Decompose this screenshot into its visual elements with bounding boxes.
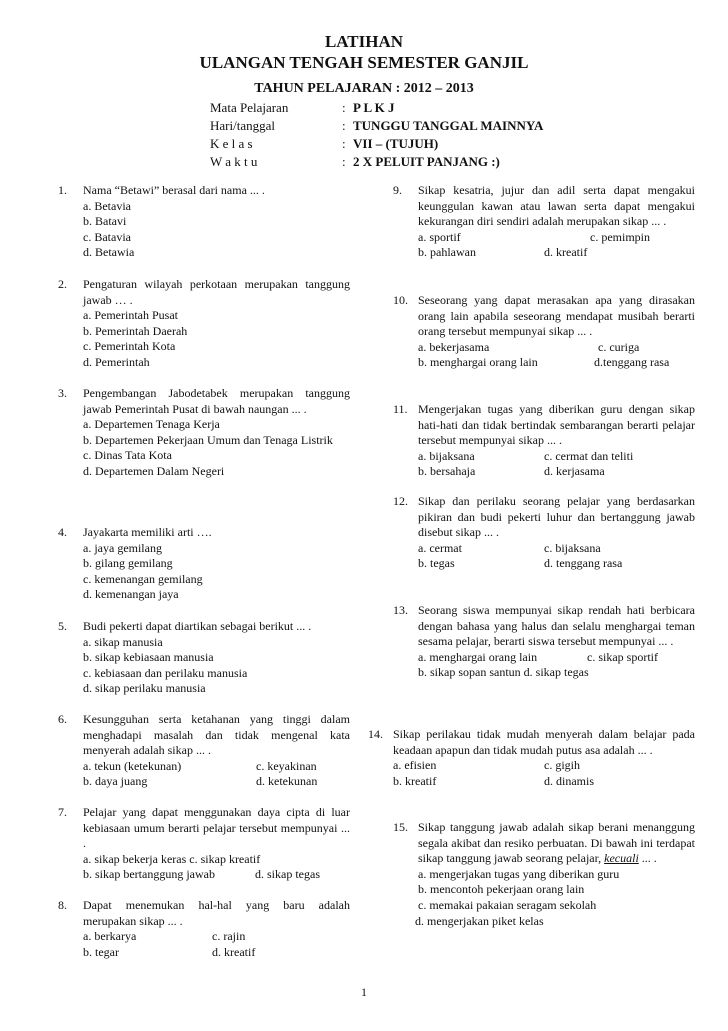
option: b. Departemen Pekerjaan Umum dan Tenaga Listrik [83,432,333,447]
info-colon: : [342,136,346,151]
option: d. Pemerintah [83,354,150,369]
question-15 [393,820,695,929]
option: d. Departemen Dalam Negeri [83,463,225,478]
page-number: 1 [361,985,367,999]
title-latihan: LATIHAN [324,32,404,51]
option: d. kemenangan jaya [83,587,179,602]
question-number: 9. [393,183,402,197]
info-value: TUNGGU TANGGAL MAINNYA [353,118,544,133]
question-text: Pengembangan Jabodetabek merupakan tanggung jawab Pemerintah Pusat di bawah naungan ... . [83,386,350,416]
option-row [83,945,350,961]
option-row [418,556,695,572]
question-number: 7. [58,805,67,819]
option: a. Pemerintah Pusat [83,308,178,323]
info-value: P L K J [353,100,395,115]
question-text: Seseorang yang dapat merasakan apa yang dirasakan orang lain apabila seseorang mendapat musibah berarti orang tersebut mempunyai sikap ... . [418,293,695,339]
option: c. bijaksana [544,540,601,555]
option: c. pemimpin [590,229,650,244]
info-block [210,99,630,171]
option: b. tegas [418,556,455,571]
question-13 [393,603,695,681]
title-year: TAHUN PELAJARAN : 2012 – 2013 [254,81,474,96]
option: b. sikap sopan santun d. sikap tegas [418,665,589,680]
option-row [393,774,695,790]
question-text: Kesungguhan serta ketahanan yang tinggi dalam menghadapi masalah dan tidak mengenal kata menyerah adalah sikap ... . [83,712,350,758]
option-row [418,355,695,371]
option-row [83,867,350,883]
info-label: K e l a s [210,136,253,151]
option: d. tenggang rasa [544,556,623,571]
option: c. curiga [598,339,640,354]
option: b. sikap bertanggung jawab [83,867,215,882]
title-exam: ULANGAN TENGAH SEMESTER GANJIL [199,53,529,72]
option: b. daya juang [83,774,148,789]
option-row [83,759,350,775]
option: c. kemenangan gemilang [83,571,203,586]
option: a. sportif [418,229,461,244]
option: d. sikap tegas [255,867,320,882]
option: b. sikap kebiasaan manusia [83,650,214,665]
info-row-class [210,135,630,153]
question-text: Dapat menemukan hal-hal yang baru adalah merupakan sikap ... . [83,898,350,928]
question-5 [58,619,350,697]
question-text: Nama “Betawi” berasal dari nama ... . [83,183,265,197]
option: d. ketekunan [256,774,318,789]
option: c. sikap sportif [587,649,658,664]
option: d.tenggang rasa [594,355,670,370]
question-1 [58,183,350,261]
option: d. Betawia [83,245,135,260]
option-row [83,774,350,790]
option-row [418,245,695,261]
question-number: 6. [58,712,67,726]
option: a. bekerjasama [418,339,490,354]
question-number: 10. [393,293,408,307]
question-text: Jayakarta memiliki arti …. [83,525,212,539]
info-row-subject [210,99,630,117]
info-label: Mata Pelajaran [210,100,289,115]
info-value: 2 X PELUIT PANJANG :) [353,154,500,169]
info-row-time [210,153,630,171]
option: c. keyakinan [256,758,317,773]
question-text: Budi pekerti dapat diartikan sebagai berikut ... . [83,619,312,633]
option: a. sikap bekerja keras c. sikap kreatif [83,851,261,866]
info-value: VII – (TUJUH) [353,136,439,151]
option: a. menghargai orang lain [418,649,538,664]
question-4 [58,525,350,603]
option: d. kerjasama [544,464,605,479]
option-row [83,929,350,945]
question-text: Sikap dan perilaku seorang pelajar yang berdasarkan pikiran dan budi pekerti luhur dan bertanggung jawab disebut sikap ... . [418,494,695,540]
question-text: Sikap kesatria, jujur dan adil serta dapat mengakui keunggulan kawan atau lawan serta dapat mengakui kekurangan diri sendiri adalah merupakan sikap ... . [418,183,695,229]
option-row [393,758,695,774]
option: d. dinamis [544,773,594,788]
option: c. kebiasaan dan perilaku manusia [83,665,248,680]
question-text-part: ... . [641,851,657,866]
option-row [418,230,695,246]
question-number: 12. [393,494,408,508]
question-2 [58,277,350,371]
option: c. memakai pakaian seragam sekolah [418,897,597,912]
info-colon: : [342,154,346,169]
option-row [418,340,695,356]
question-text [418,820,695,867]
question-text: Pelajar yang dapat menggunakan daya cipta di luar kebiasaan umum berarti pelajar tersebut mempunyai ... . [83,805,350,851]
option: c. Dinas Tata Kota [83,448,172,463]
info-label: Hari/tanggal [210,118,275,133]
info-colon: : [342,100,346,115]
option-row [418,541,695,557]
option: b. menghargai orang lain [418,355,538,370]
option-row [418,464,695,480]
option-row [418,650,695,666]
question-9 [393,183,695,261]
option: a. sikap manusia [83,634,163,649]
option: b. tegar [83,944,119,959]
option: b. Batavi [83,214,127,229]
info-row-date [210,117,630,135]
option: b. gilang gemilang [83,556,173,571]
question-number: 5. [58,619,67,633]
option: d. kreatif [212,944,256,959]
info-colon: : [342,118,346,133]
option: b. Pemerintah Daerah [83,323,188,338]
question-text: Sikap perilakau tidak mudah menyerah dalam belajar pada keadaan apapun dan tidak mudah putus asa adalah ... . [393,727,695,757]
option: a. efisien [393,758,437,773]
question-number: 11. [393,402,408,416]
question-text: Mengerjakan tugas yang diberikan guru dengan sikap hati-hati dan tidak bertindak sembarangan berarti pelajar tersebut mempunyai sikap ... . [418,402,695,448]
option: a. Betavia [83,198,131,213]
option: b. pahlawan [418,245,476,260]
option: b. kreatif [393,773,437,788]
question-number: 1. [58,183,67,197]
question-8 [58,898,350,960]
option: a. tekun (ketekunan) [83,758,182,773]
question-number: 13. [393,603,408,617]
question-6 [58,712,350,790]
question-text: Seorang siswa mempunyai sikap rendah hati berbicara dengan bahasa yang halus dan selalu menghargai teman sesama pelajar, berarti siswa tersebut mempunyai ... . [418,603,695,649]
option: a. bijaksana [418,448,475,463]
question-7 [58,805,350,883]
option: c. gigih [544,758,580,773]
option: a. Departemen Tenaga Kerja [83,417,220,432]
question-number: 8. [58,898,67,912]
question-text-emphasis: kecuali [604,851,639,866]
option: c. rajin [212,929,246,944]
option: a. mengerjakan tugas yang diberikan guru [418,866,620,881]
question-text: Pengaturan wilayah perkotaan merupakan tanggung jawab … . [83,277,350,307]
question-11 [393,402,695,480]
option: a. jaya gemilang [83,540,162,555]
option: b. bersahaja [418,464,476,479]
option: b. mencontoh pekerjaan orang lain [418,882,585,897]
option: d. sikap perilaku manusia [83,681,206,696]
question-14 [368,727,695,789]
question-number: 15. [393,820,408,834]
option: c. Batavia [83,229,131,244]
question-3 [58,386,350,480]
option: a. berkarya [83,929,137,944]
info-label: W a k t u [210,154,258,169]
question-10 [393,293,695,371]
question-12 [393,494,695,572]
question-number: 3. [58,386,67,400]
option: d. kreatif [544,245,588,260]
option: a. cermat [418,540,462,555]
question-number: 2. [58,277,67,291]
question-number: 14. [368,727,383,741]
option: d. mengerjakan piket kelas [415,913,544,928]
question-text-part: Sikap tanggung jawab adalah sikap berani menanggung segala akibat dan resiko perbuatan. Di bawah ini terdapat sikap tanggung jawab seorang pelajar, [418,820,695,866]
option: c. cermat dan teliti [544,448,634,463]
question-number: 4. [58,525,67,539]
option: c. Pemerintah Kota [83,339,176,354]
option-row [418,449,695,465]
